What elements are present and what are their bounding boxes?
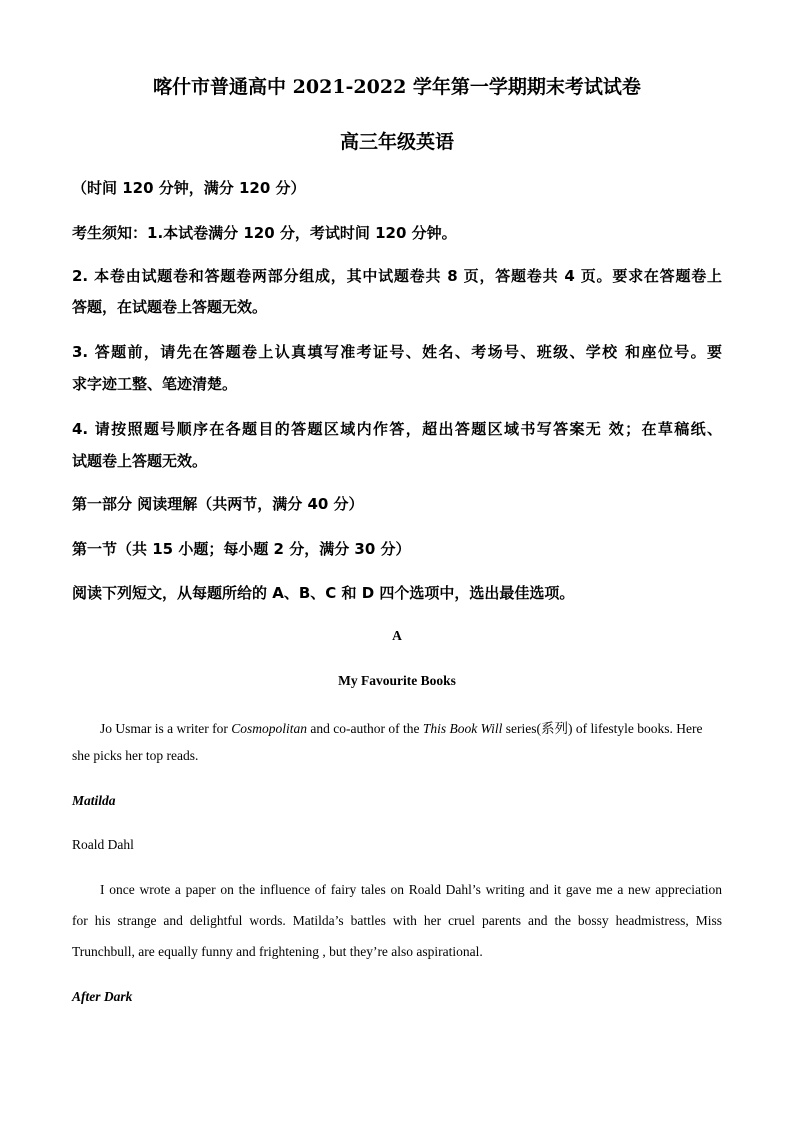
passage-title: My Favourite Books: [338, 673, 456, 688]
exam-title: 喀什市普通高中 2021-2022 学年第一学期期末考试试卷: [153, 76, 641, 98]
book2-title: After Dark: [72, 989, 133, 1004]
time-info: （时间 120 分钟，满分 120 分）: [72, 179, 306, 197]
passage-label: A: [392, 628, 402, 643]
instruction-3-line1: 3. 答题前，请先在答题卷上认真填写准考证号、姓名、考场号、班级、学校 和座位号。要: [72, 343, 722, 361]
exam-subtitle: 高三年级英语: [339, 131, 454, 153]
instruction-2-line2: 答题，在试题卷上答题无效。: [72, 298, 268, 316]
intro-line2: she picks her top reads.: [72, 748, 199, 763]
book1-para-line1: I once wrote a paper on the influence of fairy tales on Roald Dahl’s writing and it gave me a new appreciation: [100, 882, 722, 897]
series-name: This Book Will: [422, 721, 503, 736]
book1-author: Roald Dahl: [72, 837, 134, 852]
intro-text-3: series(系列) of lifestyle books. Here: [502, 721, 703, 736]
reading-directions: 阅读下列短文，从每题所给的 A、B、C 和 D 四个选项中，选出最佳选项。: [72, 584, 575, 602]
part1-section1-heading: 第一节（共 15 小题；每小题 2 分，满分 30 分）: [72, 540, 411, 558]
instruction-3-line2: 求字迹工整、笔迹清楚。: [72, 375, 238, 393]
instruction-1: 考生须知：1.本试卷满分 120 分，考试时间 120 分钟。: [72, 224, 457, 242]
book1-para-line2: for his strange and delightful words. Matilda’s battles with her cruel parents and the bossy headmistress, Miss: [72, 913, 722, 928]
intro-text-2: and co-author of the: [306, 721, 423, 736]
instruction-4-line1: 4. 请按照题号顺序在各题目的答题区域内作答，超出答题区域书写答案无 效；在草稿纸、: [72, 420, 722, 438]
intro-line1: [72, 717, 722, 737]
book1-para-line3: Trunchbull, are equally funny and frightening , but they’re also aspirational.: [72, 944, 483, 959]
magazine-name: Cosmopolitan: [231, 721, 307, 736]
intro-text-1: Jo Usmar is a writer for: [100, 721, 232, 736]
instruction-4-line2: 试题卷上答题无效。: [72, 452, 208, 470]
book1-title: Matilda: [72, 793, 116, 808]
part1-heading: 第一部分 阅读理解（共两节，满分 40 分）: [72, 495, 364, 513]
instruction-2-line1: 2. 本卷由试题卷和答题卷两部分组成，其中试题卷共 8 页，答题卷共 4 页。要求在答题卷上: [72, 267, 722, 285]
